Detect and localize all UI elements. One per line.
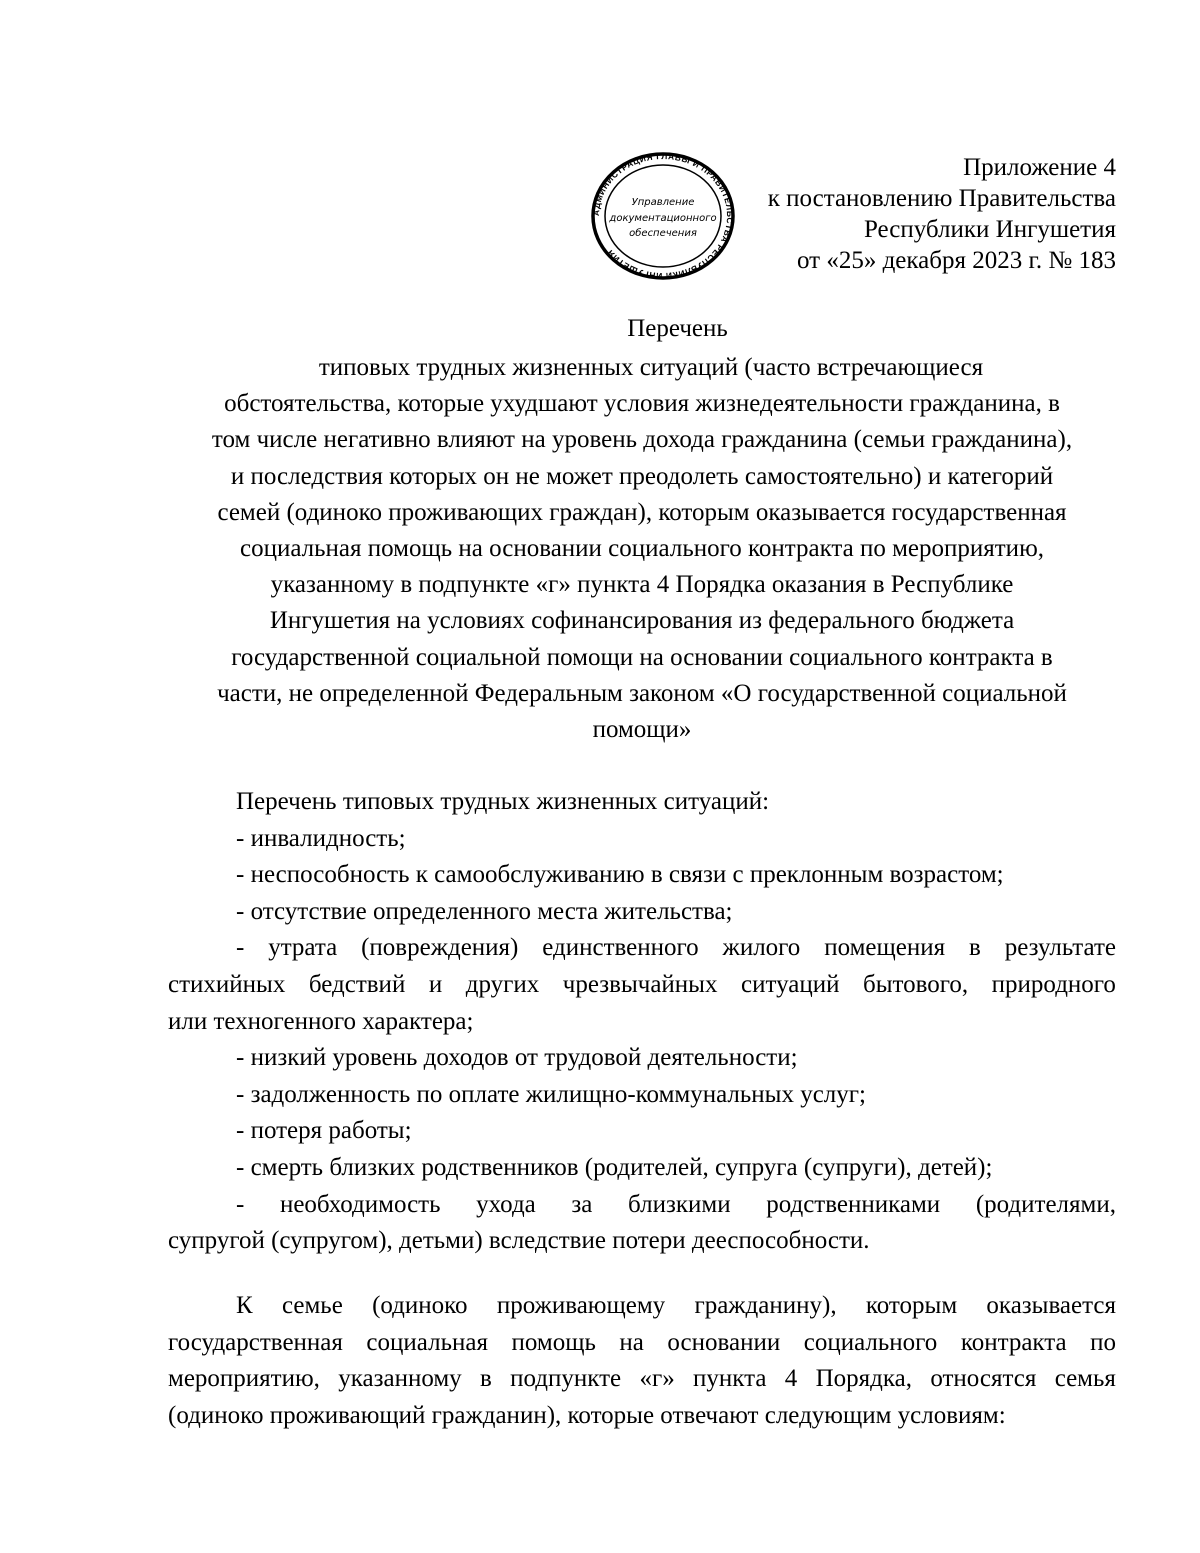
title-line: Ингушетия на условиях софинансирования из федерального бюджета [269, 607, 1015, 635]
word: ситуаций [741, 970, 840, 998]
word: К [236, 1292, 253, 1319]
official-stamp [588, 150, 738, 282]
title-line: государственной социальной помощи на основании социального контракта в [231, 643, 1053, 671]
list-item: - задолженность по оплате жилищно-коммунальных услуг; [236, 1080, 866, 1108]
word: оказывается [986, 1292, 1116, 1319]
word: 4 [784, 1365, 798, 1393]
word: которым [865, 1292, 958, 1319]
word: единственного [542, 934, 699, 962]
header-line-date: от «25» декабря 2023 г. № 183 [796, 247, 1116, 274]
title-line: обстоятельства, которые ухудшают условия жизнедеятельности гражданина, в [224, 390, 1060, 418]
word: ухода [476, 1190, 536, 1218]
word: в [480, 1365, 492, 1393]
word: утрата [268, 934, 338, 962]
title-word: Перечень [627, 315, 728, 342]
word: за [571, 1190, 593, 1218]
word: основании [667, 1328, 781, 1356]
list-item-line [168, 930, 1116, 967]
word: мероприятию, [168, 1365, 320, 1393]
word: указанному [338, 1365, 462, 1393]
list-item-line [168, 967, 1116, 1004]
word: подпункте [510, 1365, 622, 1393]
list-item-line: супругой (супругом), детьми) вследствие потери дееспособности. [168, 1227, 870, 1255]
title-line: семей (одиноко проживающих граждан), которым оказывается государственная [217, 498, 1067, 526]
word: других [465, 970, 540, 998]
document-title [162, 350, 1122, 748]
word: чрезвычайных [562, 970, 718, 998]
word: природного [991, 970, 1116, 998]
list-intro: Перечень типовых трудных жизненных ситуаций: [236, 788, 770, 815]
word: родственниками [766, 1190, 941, 1218]
word: на [619, 1328, 644, 1356]
word: помощь [511, 1328, 596, 1356]
paragraph-line [168, 1361, 1116, 1398]
word: (одиноко [372, 1292, 468, 1319]
list-item: - неспособность к самообслуживанию в связи с преклонным возрастом; [236, 861, 1004, 889]
list-item: - отсутствие определенного места жительства; [236, 897, 733, 925]
word: «г» [639, 1365, 675, 1393]
paragraph-line [168, 1288, 1116, 1325]
list-item: - потеря работы; [236, 1117, 412, 1145]
list-item-line [168, 1187, 1116, 1224]
title-line: и последствия которых он не может преодолеть самостоятельно) и категорий [230, 462, 1054, 490]
stamp-center-line2: документационного [609, 213, 717, 224]
word: гражданину), [694, 1292, 837, 1319]
title-line: помощи» [592, 716, 692, 744]
word: Порядка, [815, 1365, 912, 1393]
word: по [1090, 1328, 1116, 1356]
appendix-header [768, 152, 1116, 276]
word: бедствий [308, 970, 406, 998]
word: государственная [168, 1328, 343, 1356]
title-line: типовых трудных жизненных ситуаций (часто встречающиеся [318, 354, 984, 381]
word: социального [803, 1328, 938, 1356]
paragraph-line [168, 1325, 1116, 1362]
word: помещения [824, 934, 946, 962]
word: жилого [722, 934, 801, 962]
word: проживающему [496, 1292, 666, 1319]
title-line: указанному в подпункте «г» пункта 4 Порядка оказания в Республике [270, 571, 1014, 599]
word: относятся [930, 1365, 1037, 1393]
stamp-center-line3: обеспечения [629, 228, 697, 239]
word: пункта [693, 1365, 767, 1393]
word: и [428, 970, 443, 998]
word: (родителями, [975, 1190, 1116, 1218]
title-line: том числе негативно влияют на уровень дохода гражданина (семьи гражданина), [211, 426, 1073, 454]
list-item: - низкий уровень доходов от трудовой деятельности; [236, 1044, 798, 1072]
word: результате [1004, 934, 1116, 962]
title-line: социальная помощь на основании социального контракта по мероприятию, [240, 535, 1044, 563]
list-item: - смерть близких родственников (родителей, супруга (супруги), детей); [236, 1153, 993, 1181]
stamp-center-line1: Управление [631, 197, 695, 208]
list-item-line: или техногенного характера; [168, 1007, 474, 1035]
word: - [236, 1190, 245, 1218]
word: необходимость [279, 1190, 441, 1218]
list-item: - инвалидность; [236, 824, 406, 852]
word: контракта [960, 1328, 1067, 1356]
word: близкими [628, 1190, 731, 1218]
family-conditions-paragraph [168, 1288, 1116, 1434]
title-line: части, не определенной Федеральным законом «О государственной социальной [217, 679, 1067, 707]
situations-list [168, 784, 1116, 1260]
word: социальная [366, 1328, 488, 1356]
header-line-appendix: Приложение 4 [963, 154, 1116, 181]
header-line-decree: к постановлению Правительства [767, 185, 1116, 212]
word: семья [1054, 1365, 1116, 1393]
word: бытового, [863, 970, 969, 998]
paragraph-line: (одиноко проживающий гражданин), которые отвечают следующим условиям: [168, 1401, 1006, 1429]
stamp-ring-text: АДМИНИСТРАЦИЯ ГЛАВЫ И ПРАВИТЕЛЬСТВА РЕСПУБЛИКИ ИНГУШЕТИЯ [590, 150, 736, 282]
header-line-republic: Республики Ингушетия [863, 216, 1116, 243]
word: (повреждения) [361, 934, 519, 962]
word: в [969, 934, 981, 962]
word: - [236, 934, 245, 962]
word: семье [281, 1292, 343, 1319]
word: стихийных [168, 970, 286, 998]
